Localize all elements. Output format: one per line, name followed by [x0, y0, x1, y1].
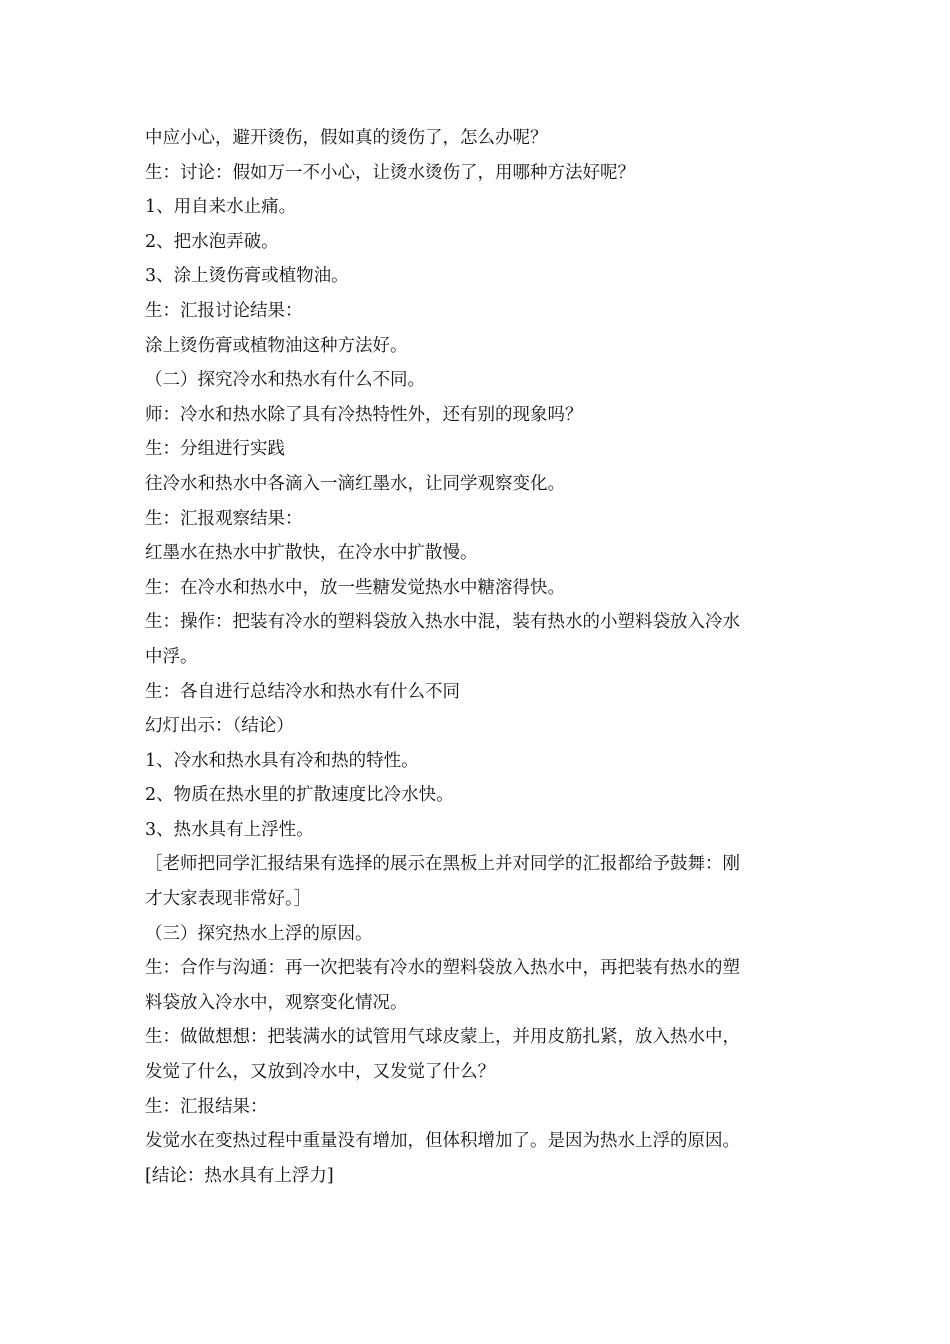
text-line: 生：做做想想：把装满水的试管用气球皮蒙上，并用皮筋扎紧，放入热水中，	[145, 1027, 740, 1048]
text-line: 2、把水泡弄破。	[145, 231, 279, 252]
text-line: 生：在冷水和热水中，放一些糖发觉热水中糖溶得快。	[145, 577, 565, 598]
text-line: 生：汇报结果：	[145, 1096, 268, 1117]
text-line: 料袋放入冷水中，观察变化情况。	[145, 992, 408, 1013]
text-line: 中浮。	[145, 646, 198, 667]
text-line: 师：冷水和热水除了具有冷热特性外，还有别的现象吗？	[145, 404, 583, 425]
document-body	[145, 121, 809, 1193]
section-heading: （三）探究热水上浮的原因。	[145, 923, 373, 944]
text-line: 2、物质在热水里的扩散速度比冷水快。	[145, 785, 454, 806]
text-line: 生：汇报讨论结果：	[145, 300, 303, 321]
text-line: 1、用自来水止痛。	[145, 197, 297, 218]
text-line: 发觉了什么，又放到冷水中，又发觉了什么？	[145, 1062, 495, 1083]
text-line: 往冷水和热水中各滴入一滴红墨水，让同学观察变化。	[145, 473, 565, 494]
text-line: 生：汇报观察结果：	[145, 508, 303, 529]
text-line: 中应小心，避开烫伤，假如真的烫伤了，怎么办呢？	[145, 128, 548, 148]
text-line: 生：分组进行实践	[145, 439, 285, 460]
text-line: 1、冷水和热水具有冷和热的特性。	[145, 750, 419, 771]
text-line: 幻灯出示：（结论）	[145, 716, 294, 737]
text-line: 生：讨论：假如万一不小心，让烫水烫伤了，用哪种方法好呢？	[145, 162, 635, 183]
text-line: 3、热水具有上浮性。	[145, 819, 314, 840]
text-line: 生：各自进行总结冷水和热水有什么不同	[145, 681, 460, 702]
text-line: ［老师把同学汇报结果有选择的展示在黑板上并对同学的汇报都给予鼓舞：刚	[145, 854, 740, 875]
text-line: 发觉水在变热过程中重量没有增加，但体积增加了。是因为热水上浮的原因。	[145, 1131, 740, 1152]
text-line: 生：操作：把装有冷水的塑料袋放入热水中混，装有热水的小塑料袋放入冷水	[145, 612, 740, 633]
text-line: 红墨水在热水中扩散快，在冷水中扩散慢。	[145, 543, 478, 564]
text-line: 生：合作与沟通：再一次把装有冷水的塑料袋放入热水中，再把装有热水的塑	[145, 958, 740, 979]
text-line: 涂上烫伤膏或植物油这种方法好。	[145, 335, 408, 356]
text-line: 3、涂上烫伤膏或植物油。	[145, 266, 349, 287]
section-heading: （二）探究冷水和热水有什么不同。	[145, 370, 425, 391]
conclusion-line: [结论：热水具有上浮力]	[145, 1165, 334, 1186]
text-line: 才大家表现非常好。］	[145, 889, 312, 910]
